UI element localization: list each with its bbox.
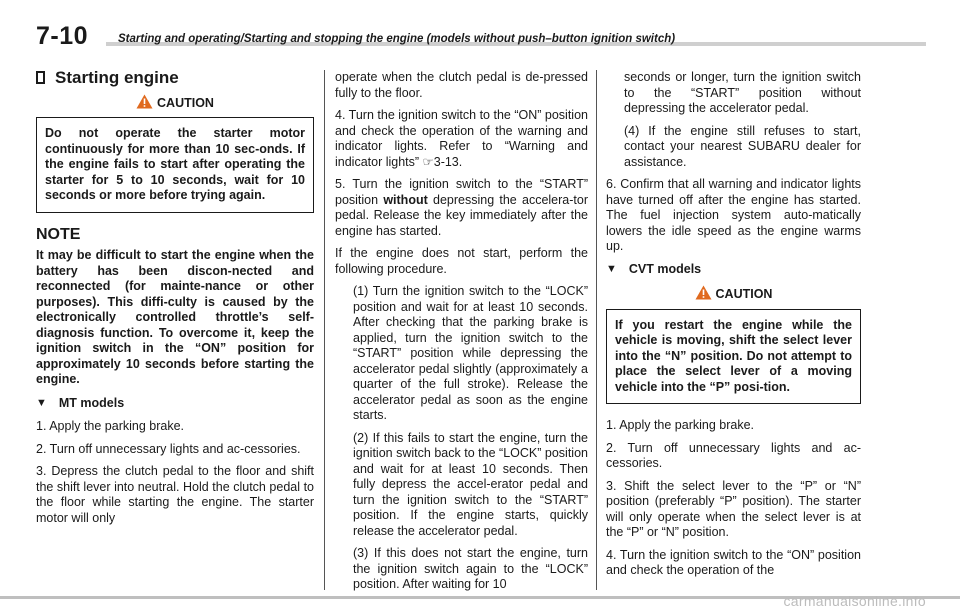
cvt-models-heading: [606, 262, 861, 278]
column-divider: [324, 70, 325, 590]
caution-box: Do not operate the starter motor continuously for more than 10 sec-onds. If the engine fails to start after operating the starter for 5 to 10 seconds, wait for 10 seconds or more before trying again.: [36, 117, 314, 213]
caution-label-text: CAUTION: [157, 95, 214, 110]
paragraph: 4. Turn the ignition switch to the “ON” position and check the operation of the warning and indicator lights. Refer to “Warning and indicator lights” ☞3-13.: [335, 108, 588, 169]
sub-step: (3) If this does not start the engine, turn the ignition switch again to the “LOCK” position. After waiting for 10: [353, 546, 588, 591]
step: 1. Apply the parking brake.: [36, 419, 185, 433]
column-3: [606, 70, 861, 586]
sub-step: (2) If this fails to start the engine, turn the ignition switch back to the “LOCK” position and wait for at least 10 seconds. Then fully depress the accel-erator pedal and turn the ignition switch to the “START” position. If the engine starts, quickly release the accelerator pedal.: [353, 430, 588, 538]
triangle-bullet-icon: ▼: [36, 396, 47, 409]
section-title: [36, 70, 314, 86]
paragraph: [335, 177, 588, 239]
sub-step: (1) Turn the ignition switch to the “LOCK” position and wait for at least 10 seconds. After checking that the parking brake is applied, turn the ignition switch to the “START” position while depressing the accelerator pedal slightly (approximately a quarter of the full stroke). Release the accelerator pedal as soon as the engine starts.: [353, 284, 588, 422]
step: 2. Turn off unnecessary lights and ac-cessories.: [36, 441, 301, 456]
column-2: [335, 70, 588, 600]
step: 3. Shift the select lever to the “P” or “N” position (preferably “P” position). The starter will only operate when the select lever is at the “P” or “N” position.: [606, 478, 861, 539]
bold-text: without: [383, 192, 428, 207]
caution-label: [606, 285, 861, 305]
step: 3. Depress the clutch pedal to the floor and shift the shift lever into neutral. Hold the clutch pedal to the floor while starting the engine. The starter motor will only: [36, 464, 314, 525]
caution-box: If you restart the engine while the vehicle is moving, shift the select lever into the “N” position. Do not attempt to place the select lever of a moving vehicle into the “P” posi-tion.: [606, 309, 861, 405]
section-square-icon: [36, 71, 45, 84]
section-title-text: Starting engine: [55, 68, 179, 87]
warning-icon: [136, 94, 153, 114]
mt-models-heading-text: MT models: [58, 395, 125, 410]
triangle-bullet-icon: ▼: [606, 262, 617, 275]
column-divider: [596, 70, 597, 590]
page-number: 7-10: [36, 22, 89, 50]
page-header: [36, 22, 926, 52]
column-1: [36, 70, 314, 533]
text-run: depressing the accelera-tor pedal. Release the key immediately after the engine has started.: [335, 192, 588, 238]
caution-label-text: CAUTION: [715, 287, 773, 301]
header-title: Starting and operating/Starting and stopping the engine (models without push–button ignition switch): [118, 33, 676, 45]
warning-icon: [695, 285, 712, 305]
sub-step: seconds or longer, turn the ignition switch to the “START” position without depressing the accelerator pedal.: [624, 70, 861, 115]
step: 2. Turn off unnecessary lights and ac-cessories.: [606, 440, 861, 470]
caution-label: [36, 94, 314, 114]
sub-step: (4) If the engine still refuses to start, contact your nearest SUBARU dealer for assistance.: [624, 123, 861, 169]
step: 1. Apply the parking brake.: [606, 418, 755, 432]
paragraph: If the engine does not start, perform the following procedure.: [335, 246, 588, 276]
note-body: It may be difficult to start the engine when the battery has been discon-nected and reconnected (for mainte-nance or other purposes). This diffi-culty is caused by the electronically controlled throttle’s self-diagnosis function. To overcome it, keep the ignition switch in the “ON” position for approximately 10 seconds before starting the engine.: [36, 248, 314, 386]
cvt-models-heading-text: CVT models: [628, 261, 702, 276]
note-title: NOTE: [36, 225, 81, 243]
text-run: 5. Turn the ignition switch to the “START” position: [335, 177, 588, 207]
watermark: carmanualsonline.info: [783, 593, 926, 609]
mt-models-heading: [36, 396, 314, 412]
paragraph: operate when the clutch pedal is de-pressed fully to the floor.: [335, 70, 588, 100]
step: 4. Turn the ignition switch to the “ON” position and check the operation of the: [606, 547, 861, 577]
paragraph: 6. Confirm that all warning and indicator lights have turned off after the engine has started. The fuel injection system auto-matically lowers the idle speed as the engine warms up.: [606, 177, 861, 253]
